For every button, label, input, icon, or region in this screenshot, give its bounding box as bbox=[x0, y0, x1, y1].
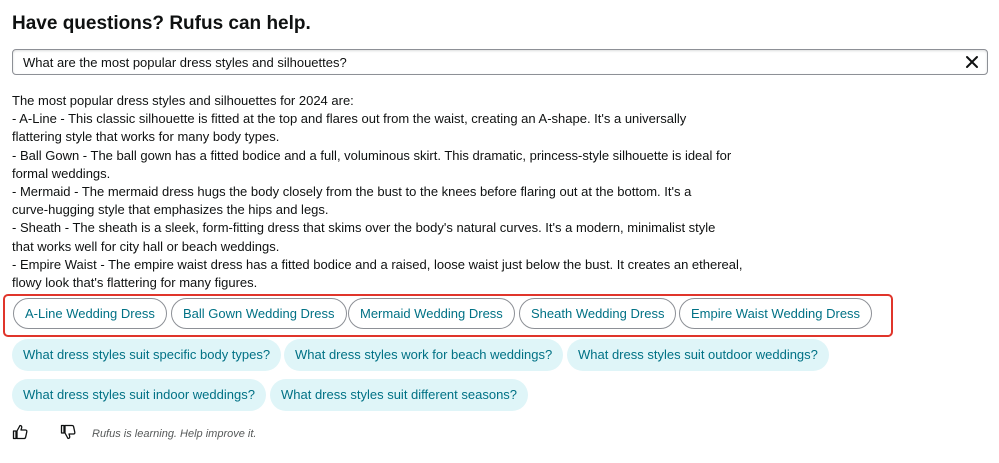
thumbs-down-icon[interactable] bbox=[60, 424, 76, 440]
chip-empire-waist-wedding-dress[interactable]: Empire Waist Wedding Dress bbox=[679, 298, 872, 329]
page-title: Have questions? Rufus can help. bbox=[12, 13, 311, 34]
answer-line: The most popular dress styles and silhouettes for 2024 are: bbox=[12, 93, 354, 108]
close-icon[interactable] bbox=[963, 53, 981, 71]
chip-a-line-wedding-dress[interactable]: A-Line Wedding Dress bbox=[13, 298, 167, 329]
answer-line: that works well for city hall or beach weddings. bbox=[12, 238, 280, 254]
answer-text bbox=[12, 92, 752, 292]
chip-mermaid-wedding-dress[interactable]: Mermaid Wedding Dress bbox=[348, 298, 515, 329]
suggestion-different-seasons[interactable]: What dress styles suit different seasons? bbox=[270, 379, 528, 411]
suggestion-outdoor-weddings[interactable]: What dress styles suit outdoor weddings? bbox=[567, 339, 829, 371]
question-text[interactable]: What are the most popular dress styles and silhouettes? bbox=[23, 55, 347, 70]
feedback-text: Rufus is learning. Help improve it. bbox=[92, 428, 257, 440]
answer-line: - Sheath - The sheath is a sleek, form-fitting dress that skims over the body's natural curves. It's a modern, minimalist style bbox=[12, 220, 716, 236]
question-field[interactable] bbox=[12, 49, 988, 75]
answer-line: formal weddings. bbox=[12, 165, 111, 181]
answer-line: flowy look that's flattering for many figures. bbox=[12, 275, 258, 291]
answer-line: - A-Line - This classic silhouette is fitted at the top and flares out from the waist, creating an A-shape. It's a universally bbox=[12, 111, 687, 127]
suggestion-body-types[interactable]: What dress styles suit specific body types? bbox=[12, 339, 281, 371]
answer-line: flattering style that works for many body types. bbox=[12, 129, 280, 145]
thumbs-up-icon[interactable] bbox=[12, 424, 28, 440]
suggestion-beach-weddings[interactable]: What dress styles work for beach weddings? bbox=[284, 339, 563, 371]
chip-ball-gown-wedding-dress[interactable]: Ball Gown Wedding Dress bbox=[171, 298, 347, 329]
chip-sheath-wedding-dress[interactable]: Sheath Wedding Dress bbox=[519, 298, 676, 329]
answer-line: curve-hugging style that emphasizes the hips and legs. bbox=[12, 202, 329, 218]
answer-line: - Ball Gown - The ball gown has a fitted bodice and a full, voluminous skirt. This dramatic, princess-style silhouette is ideal for bbox=[12, 147, 732, 163]
suggestion-indoor-weddings[interactable]: What dress styles suit indoor weddings? bbox=[12, 379, 266, 411]
answer-line: - Mermaid - The mermaid dress hugs the body closely from the bust to the knees before flaring out at the bottom. It's a bbox=[12, 184, 692, 200]
answer-line: - Empire Waist - The empire waist dress has a fitted bodice and a raised, loose waist just below the bust. It creates an ethereal, bbox=[12, 256, 743, 272]
